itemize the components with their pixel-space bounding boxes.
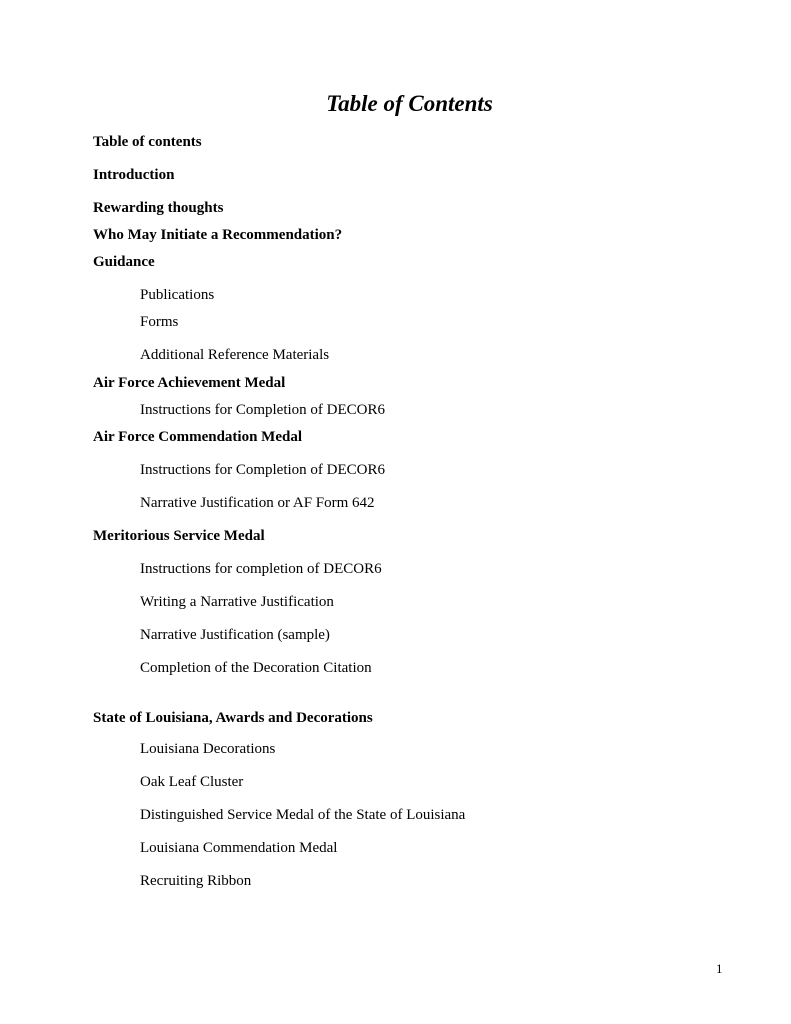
toc-heading-commendation-medal: Air Force Commendation Medal [93,429,302,445]
toc-item-distinguished-service: Distinguished Service Medal of the State of Louisiana [140,807,466,823]
toc-heading-guidance: Guidance [93,254,155,270]
toc-heading-table-of-contents: Table of contents [93,134,202,150]
toc-item-forms: Forms [140,314,179,330]
toc-heading-achievement-medal: Air Force Achievement Medal [93,375,286,391]
toc-item-writing-narrative: Writing a Narrative Justification [140,594,334,610]
toc-item-louisiana-commendation: Louisiana Commendation Medal [140,840,338,856]
toc-item-publications: Publications [140,287,215,303]
toc-heading-louisiana-awards: State of Louisiana, Awards and Decorations [93,710,373,726]
toc-heading-introduction: Introduction [93,167,175,183]
toc-item-recruiting-ribbon: Recruiting Ribbon [140,873,252,889]
page-title: Table of Contents [326,91,493,116]
toc-heading-who-may-initiate: Who May Initiate a Recommendation? [93,227,343,243]
toc-item-oak-leaf-cluster: Oak Leaf Cluster [140,774,244,790]
toc-item-narrative-sample: Narrative Justification (sample) [140,627,330,643]
toc-item-narrative-af642: Narrative Justification or AF Form 642 [140,495,375,511]
page-number: 1 [716,961,723,976]
toc-item-commendation-decor6: Instructions for Completion of DECOR6 [140,462,385,478]
toc-heading-rewarding-thoughts: Rewarding thoughts [93,200,224,216]
toc-item-meritorious-decor6: Instructions for completion of DECOR6 [140,561,382,577]
toc-heading-meritorious-service: Meritorious Service Medal [93,528,265,544]
toc-item-achievement-decor6: Instructions for Completion of DECOR6 [140,402,385,418]
toc-item-additional-reference: Additional Reference Materials [140,347,330,363]
toc-item-decoration-citation: Completion of the Decoration Citation [140,660,372,676]
toc-item-louisiana-decorations: Louisiana Decorations [140,741,276,757]
